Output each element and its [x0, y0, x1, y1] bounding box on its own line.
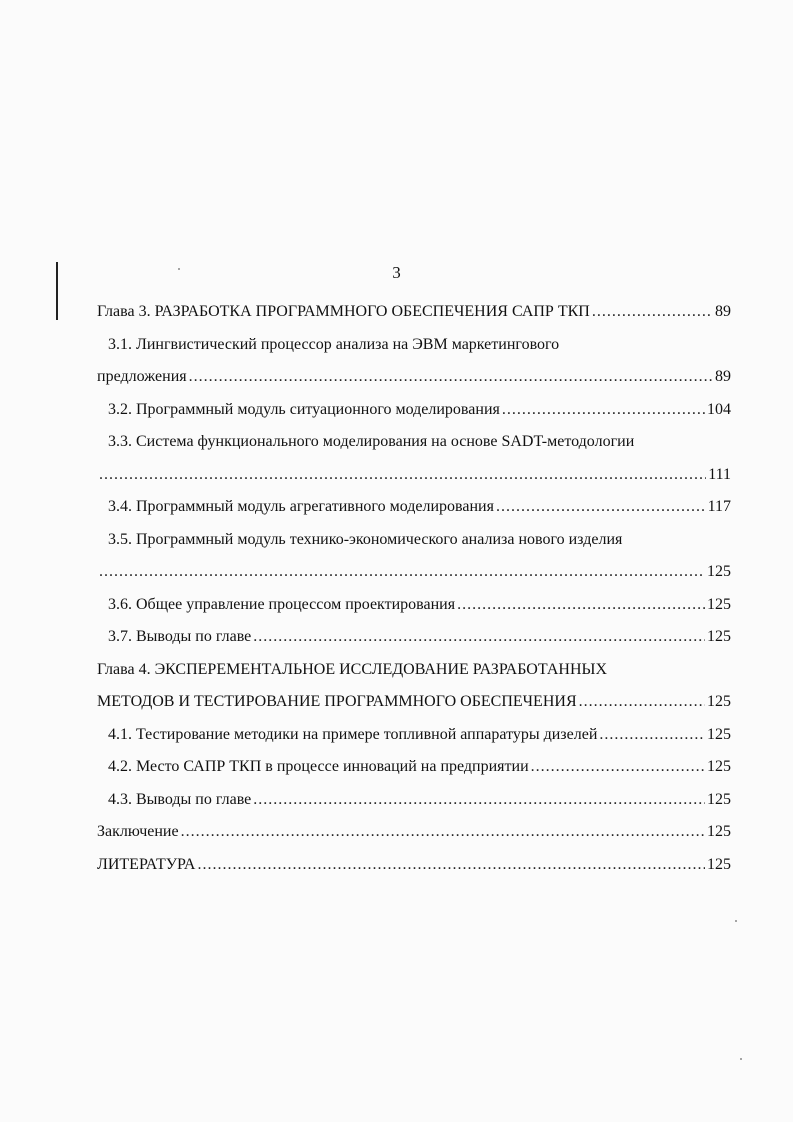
table-of-contents — [97, 300, 731, 885]
toc-entry-page: 125 — [707, 758, 731, 775]
toc-entry[interactable] — [97, 398, 731, 431]
toc-leader-dots — [502, 398, 705, 422]
toc-entry[interactable] — [97, 528, 731, 561]
toc-entry[interactable] — [97, 463, 731, 496]
toc-entry-page: 125 — [707, 725, 731, 743]
toc-leader-dots — [496, 495, 706, 519]
toc-entry[interactable] — [97, 820, 731, 853]
toc-entry[interactable] — [97, 625, 731, 658]
toc-entry[interactable] — [97, 560, 731, 593]
toc-entry-page: 111 — [708, 465, 731, 483]
toc-leader-dots — [197, 853, 705, 877]
toc-entry-title: 4.2. Место САПР ТКП в процессе инноваций на предприятии — [108, 758, 529, 775]
toc-entry-page: 125 — [707, 693, 731, 710]
toc-entry[interactable] — [97, 853, 731, 886]
toc-entry-title: ЛИТЕРАТУРА — [97, 855, 196, 873]
toc-entry[interactable] — [97, 788, 731, 821]
toc-entry-page: 125 — [707, 790, 731, 808]
toc-leader-dots — [599, 723, 705, 747]
toc-leader-dots — [189, 365, 713, 389]
toc-entry[interactable] — [97, 365, 731, 398]
toc-entry[interactable] — [97, 300, 731, 333]
scan-speck — [740, 1058, 742, 1060]
toc-entry-title: 4.3. Выводы по главе — [108, 790, 252, 808]
toc-entry-title: 3.7. Выводы по главе — [108, 628, 252, 645]
toc-entry-page: 125 — [707, 628, 731, 645]
toc-entry-title: предложения — [97, 368, 187, 385]
toc-entry-page: 125 — [707, 823, 731, 840]
toc-entry-title: 3.5. Программный модуль технико-экономического анализа нового изделия — [108, 530, 623, 548]
toc-entry-title: 3.1. Лингвистический процессор анализа на ЭВМ маркетингового — [108, 335, 560, 353]
toc-entry[interactable] — [97, 333, 731, 366]
toc-entry-title: Заключение — [97, 823, 179, 840]
toc-entry-page: 125 — [707, 855, 731, 873]
toc-entry-page: 125 — [707, 563, 731, 580]
toc-entry-title: 3.3. Система функционального моделирования на основе SADT-методологии — [108, 433, 635, 450]
toc-entry[interactable] — [97, 593, 731, 626]
toc-entry-page: 89 — [715, 368, 731, 385]
toc-entry-title: 4.1. Тестирование методики на примере топливной аппаратуры дизелей — [108, 725, 598, 743]
toc-entry[interactable] — [97, 723, 731, 756]
toc-entry-page: 125 — [707, 595, 731, 613]
toc-leader-dots — [99, 560, 705, 584]
toc-entry-title: 3.4. Программный модуль агрегативного моделирования — [108, 498, 494, 515]
toc-entry[interactable] — [97, 658, 731, 691]
toc-leader-dots — [253, 788, 705, 812]
toc-leader-dots — [99, 463, 706, 487]
toc-entry-page: 104 — [707, 400, 731, 418]
toc-leader-dots — [457, 593, 705, 617]
toc-leader-dots — [253, 625, 705, 649]
toc-entry[interactable] — [97, 755, 731, 788]
scan-speck — [735, 920, 737, 922]
toc-entry-page: 89 — [715, 303, 731, 320]
toc-entry-title: Глава 3. РАЗРАБОТКА ПРОГРАММНОГО ОБЕСПЕЧЕНИЯ САПР ТКП — [97, 303, 590, 320]
toc-entry-title: МЕТОДОВ И ТЕСТИРОВАНИЕ ПРОГРАММНОГО ОБЕСПЕЧЕНИЯ — [97, 693, 577, 710]
toc-leader-dots — [531, 755, 705, 779]
toc-leader-dots — [181, 820, 705, 844]
toc-leader-dots — [592, 300, 713, 324]
toc-entry-page: 117 — [707, 498, 731, 515]
toc-entry[interactable] — [97, 495, 731, 528]
page-number: 3 — [392, 263, 401, 282]
toc-entry-title: 3.2. Программный модуль ситуационного моделирования — [108, 400, 500, 418]
toc-entry[interactable] — [97, 690, 731, 723]
toc-leader-dots — [579, 690, 705, 714]
toc-entry[interactable] — [97, 430, 731, 463]
toc-entry-title: 3.6. Общее управление процессом проектирования — [108, 595, 456, 613]
toc-entry-title: Глава 4. ЭКСПЕРЕМЕНТАЛЬНОЕ ИССЛЕДОВАНИЕ РАЗРАБОТАННЫХ — [97, 660, 607, 678]
